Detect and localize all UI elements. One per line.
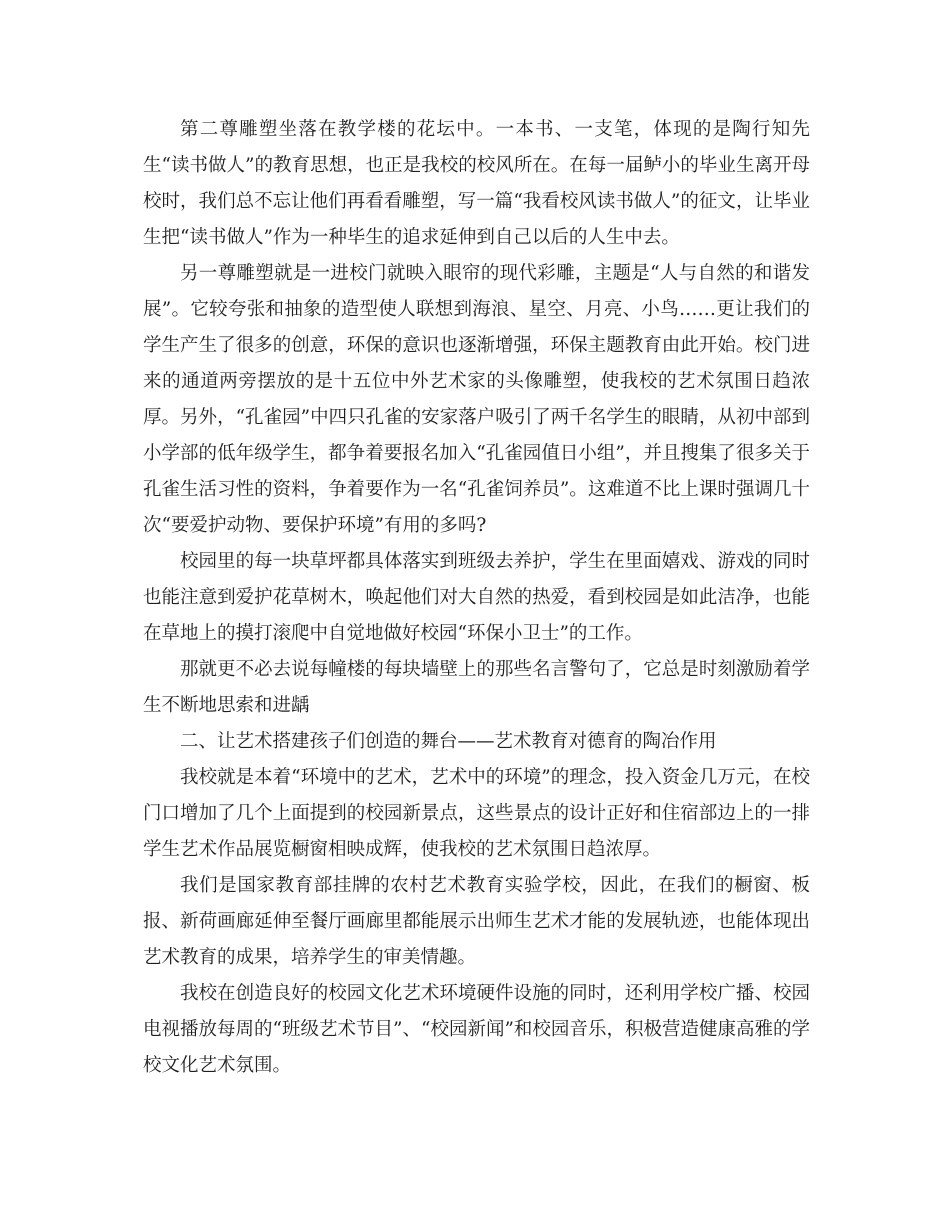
document-body <box>143 112 810 1084</box>
section-heading-art-education: 二、让艺术搭建孩子们创造的舞台——艺术教育对德育的陶冶作用 <box>180 731 717 752</box>
paragraph-wall-quotes: 那就更不必去说每幢楼的每块墙壁上的那些名言警句了，它总是时刻激励着学生不断地思索和进龋 <box>143 659 810 716</box>
paragraph-experimental-school: 我们是国家教育部挂牌的农村艺术教育实验学校，因此，在我们的橱窗、板报、新荷画廊延伸至餐厅画廊里都能展示出师生艺术才能的发展轨迹，也能体现出艺术教育的成果，培养学生的审美情趣。 <box>143 875 810 968</box>
paragraph-sculpture-two: 第二尊雕塑坐落在教学楼的花坛中。一本书、一支笔，体现的是陶行知先生“读书做人”的教育思想，也正是我校的校风所在。在每一届鲈小的毕业生离开母校时，我们总不忘让他们再看看雕塑，写一篇“我看校风读书做人”的征文，让毕业生把“读书做人”作为一种毕生的追求延伸到自己以后的人生中去。 <box>143 119 810 248</box>
paragraph-broadcast: 我校在创造良好的校园文化艺术环境硬件设施的同时，还利用学校广播、校园电视播放每周的“班级艺术节目”、“校园新闻”和校园音乐，积极营造健康高雅的学校文化艺术氛围。 <box>143 983 810 1076</box>
paragraph-art-environment: 我校就是本着“环境中的艺术，艺术中的环境”的理念，投入资金几万元，在校门口增加了几个上面提到的校园新景点，这些景点的设计正好和住宿部边上的一排学生艺术作品展览橱窗相映成辉，使我校的艺术氛围日趋浓厚。 <box>143 767 810 860</box>
paragraph-lawn-care: 校园里的每一块草坪都具体落实到班级去养护，学生在里面嬉戏、游戏的同时也能注意到爱护花草树木，唤起他们对大自然的热爱，看到校园是如此洁净，也能在草地上的摸打滚爬中自觉地做好校园“环保小卫士”的工作。 <box>143 551 810 644</box>
paragraph-sculpture-modern: 另一尊雕塑就是一进校门就映入眼帘的现代彩雕，主题是“人与自然的和谐发展”。它较夸张和抽象的造型使人联想到海浪、星空、月亮、小鸟……更让我们的学生产生了很多的创意，环保的意识也逐渐增强，环保主题教育由此开始。校门进来的通道两旁摆放的是十五位中外艺术家的头像雕塑，使我校的艺术氛围日趋浓厚。另外，“孔雀园”中四只孔雀的安家落户吸引了两千名学生的眼睛，从初中部到小学部的低年级学生，都争着要报名加入“孔雀园值日小组”，并且搜集了很多关于孔雀生活习性的资料，争着要作为一名“孔雀饲养员”。这难道不比上课时强调几十次“要爱护动物、要保护环境”有用的多吗? <box>143 263 810 536</box>
